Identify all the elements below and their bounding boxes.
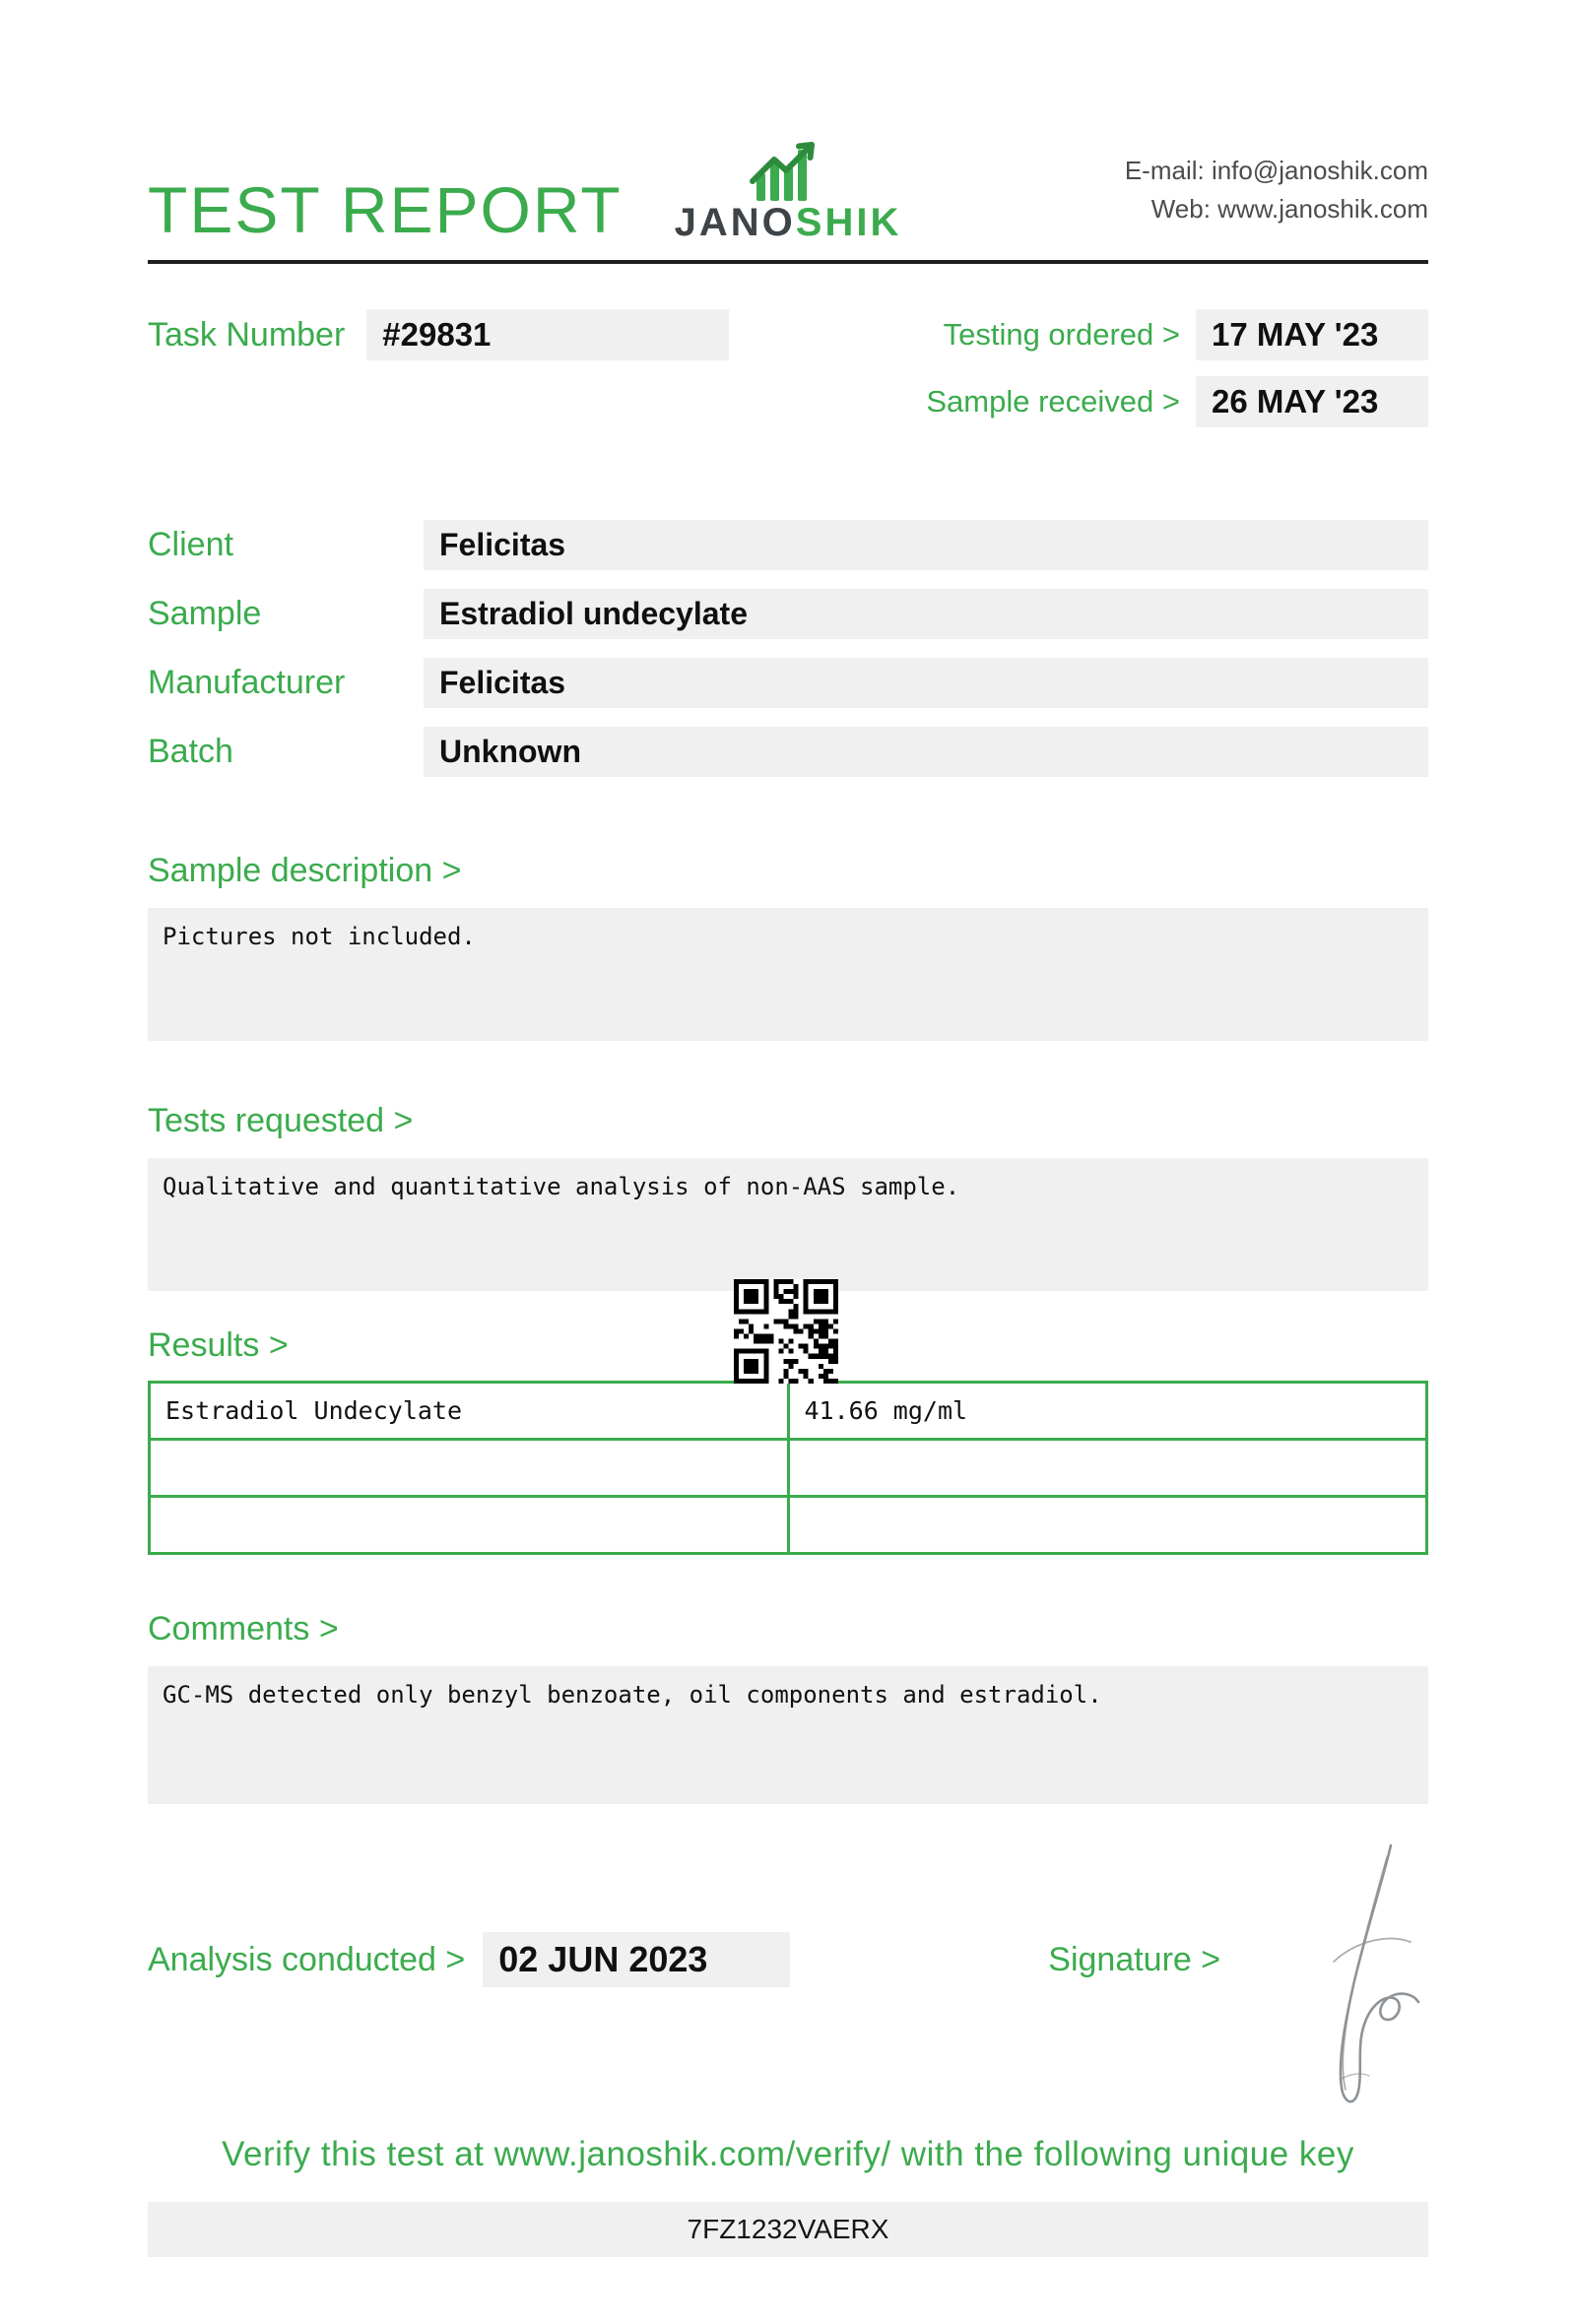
sample-value: Estradiol undecylate xyxy=(424,589,1428,639)
sample-received-date: 26 MAY '23 xyxy=(1196,376,1428,427)
result-value xyxy=(788,1440,1427,1497)
sample-received-label: Sample received > xyxy=(926,384,1180,419)
batch-value: Unknown xyxy=(424,727,1428,777)
task-number-value: #29831 xyxy=(366,309,729,360)
header-divider xyxy=(148,260,1428,264)
sample-received-row xyxy=(926,376,1428,427)
verify-instruction: Verify this test at www.janoshik.com/verify/ with the following unique key xyxy=(222,2135,1354,2173)
results-section xyxy=(148,1326,1428,1555)
detail-row-sample xyxy=(148,589,1428,639)
result-value: 41.66 mg/ml xyxy=(788,1383,1427,1440)
results-row xyxy=(150,1440,1427,1497)
results-row xyxy=(150,1497,1427,1554)
manufacturer-value: Felicitas xyxy=(424,658,1428,708)
contact-info xyxy=(1125,152,1428,242)
contact-web: Web: www.janoshik.com xyxy=(1150,194,1428,224)
tests-requested-heading: Tests requested > xyxy=(148,1102,414,1139)
logo-wordmark-dark: JANO xyxy=(674,201,796,244)
results-row xyxy=(150,1383,1427,1440)
detail-row-manufacturer xyxy=(148,658,1428,708)
results-table xyxy=(148,1381,1428,1555)
task-number-label: Task Number xyxy=(148,315,346,354)
unique-key: 7FZ1232VAERX xyxy=(148,2202,1428,2257)
client-value: Felicitas xyxy=(424,520,1428,570)
task-section xyxy=(148,309,1428,427)
batch-label: Batch xyxy=(148,733,233,770)
sample-details xyxy=(148,520,1428,777)
result-value xyxy=(788,1497,1427,1554)
testing-ordered-row xyxy=(926,309,1428,360)
page-title: TEST REPORT xyxy=(148,173,623,246)
signature-label: Signature > xyxy=(1048,1940,1221,1978)
tests-requested-body: Qualitative and quantitative analysis of non-AAS sample. xyxy=(148,1158,1428,1291)
result-analyte: Estradiol Undecylate xyxy=(150,1383,789,1440)
comments-section xyxy=(148,1610,1428,1804)
manufacturer-label: Manufacturer xyxy=(148,664,346,701)
bar-chart-arrow-icon xyxy=(650,128,926,201)
results-heading: Results > xyxy=(148,1326,289,1364)
signature-scribble xyxy=(1271,1838,1438,2119)
sample-label: Sample xyxy=(148,595,262,632)
analysis-conducted-label: Analysis conducted > xyxy=(148,1940,466,1978)
logo-wordmark xyxy=(650,201,926,244)
testing-ordered-label: Testing ordered > xyxy=(943,317,1180,352)
contact-email: E-mail: info@janoshik.com xyxy=(1124,156,1428,185)
janoshik-logo xyxy=(650,128,926,244)
sample-description-heading: Sample description > xyxy=(148,852,462,889)
detail-row-client xyxy=(148,520,1428,570)
tests-requested-section xyxy=(148,1102,1428,1291)
comments-heading: Comments > xyxy=(148,1610,339,1647)
result-analyte xyxy=(150,1497,789,1554)
comments-body: GC-MS detected only benzyl benzoate, oil components and estradiol. xyxy=(148,1666,1428,1804)
logo-wordmark-green: SHIK xyxy=(795,201,902,244)
detail-row-batch xyxy=(148,727,1428,777)
qr-code xyxy=(734,1279,838,1384)
sample-description-body: Pictures not included. xyxy=(148,908,1428,1041)
testing-ordered-date: 17 MAY '23 xyxy=(1196,309,1428,360)
report-header xyxy=(148,0,1428,246)
analysis-signature-row xyxy=(148,1932,1428,1987)
analysis-date: 02 JUN 2023 xyxy=(483,1932,790,1987)
result-analyte xyxy=(150,1440,789,1497)
client-label: Client xyxy=(148,526,233,563)
sample-description-section xyxy=(148,852,1428,1041)
